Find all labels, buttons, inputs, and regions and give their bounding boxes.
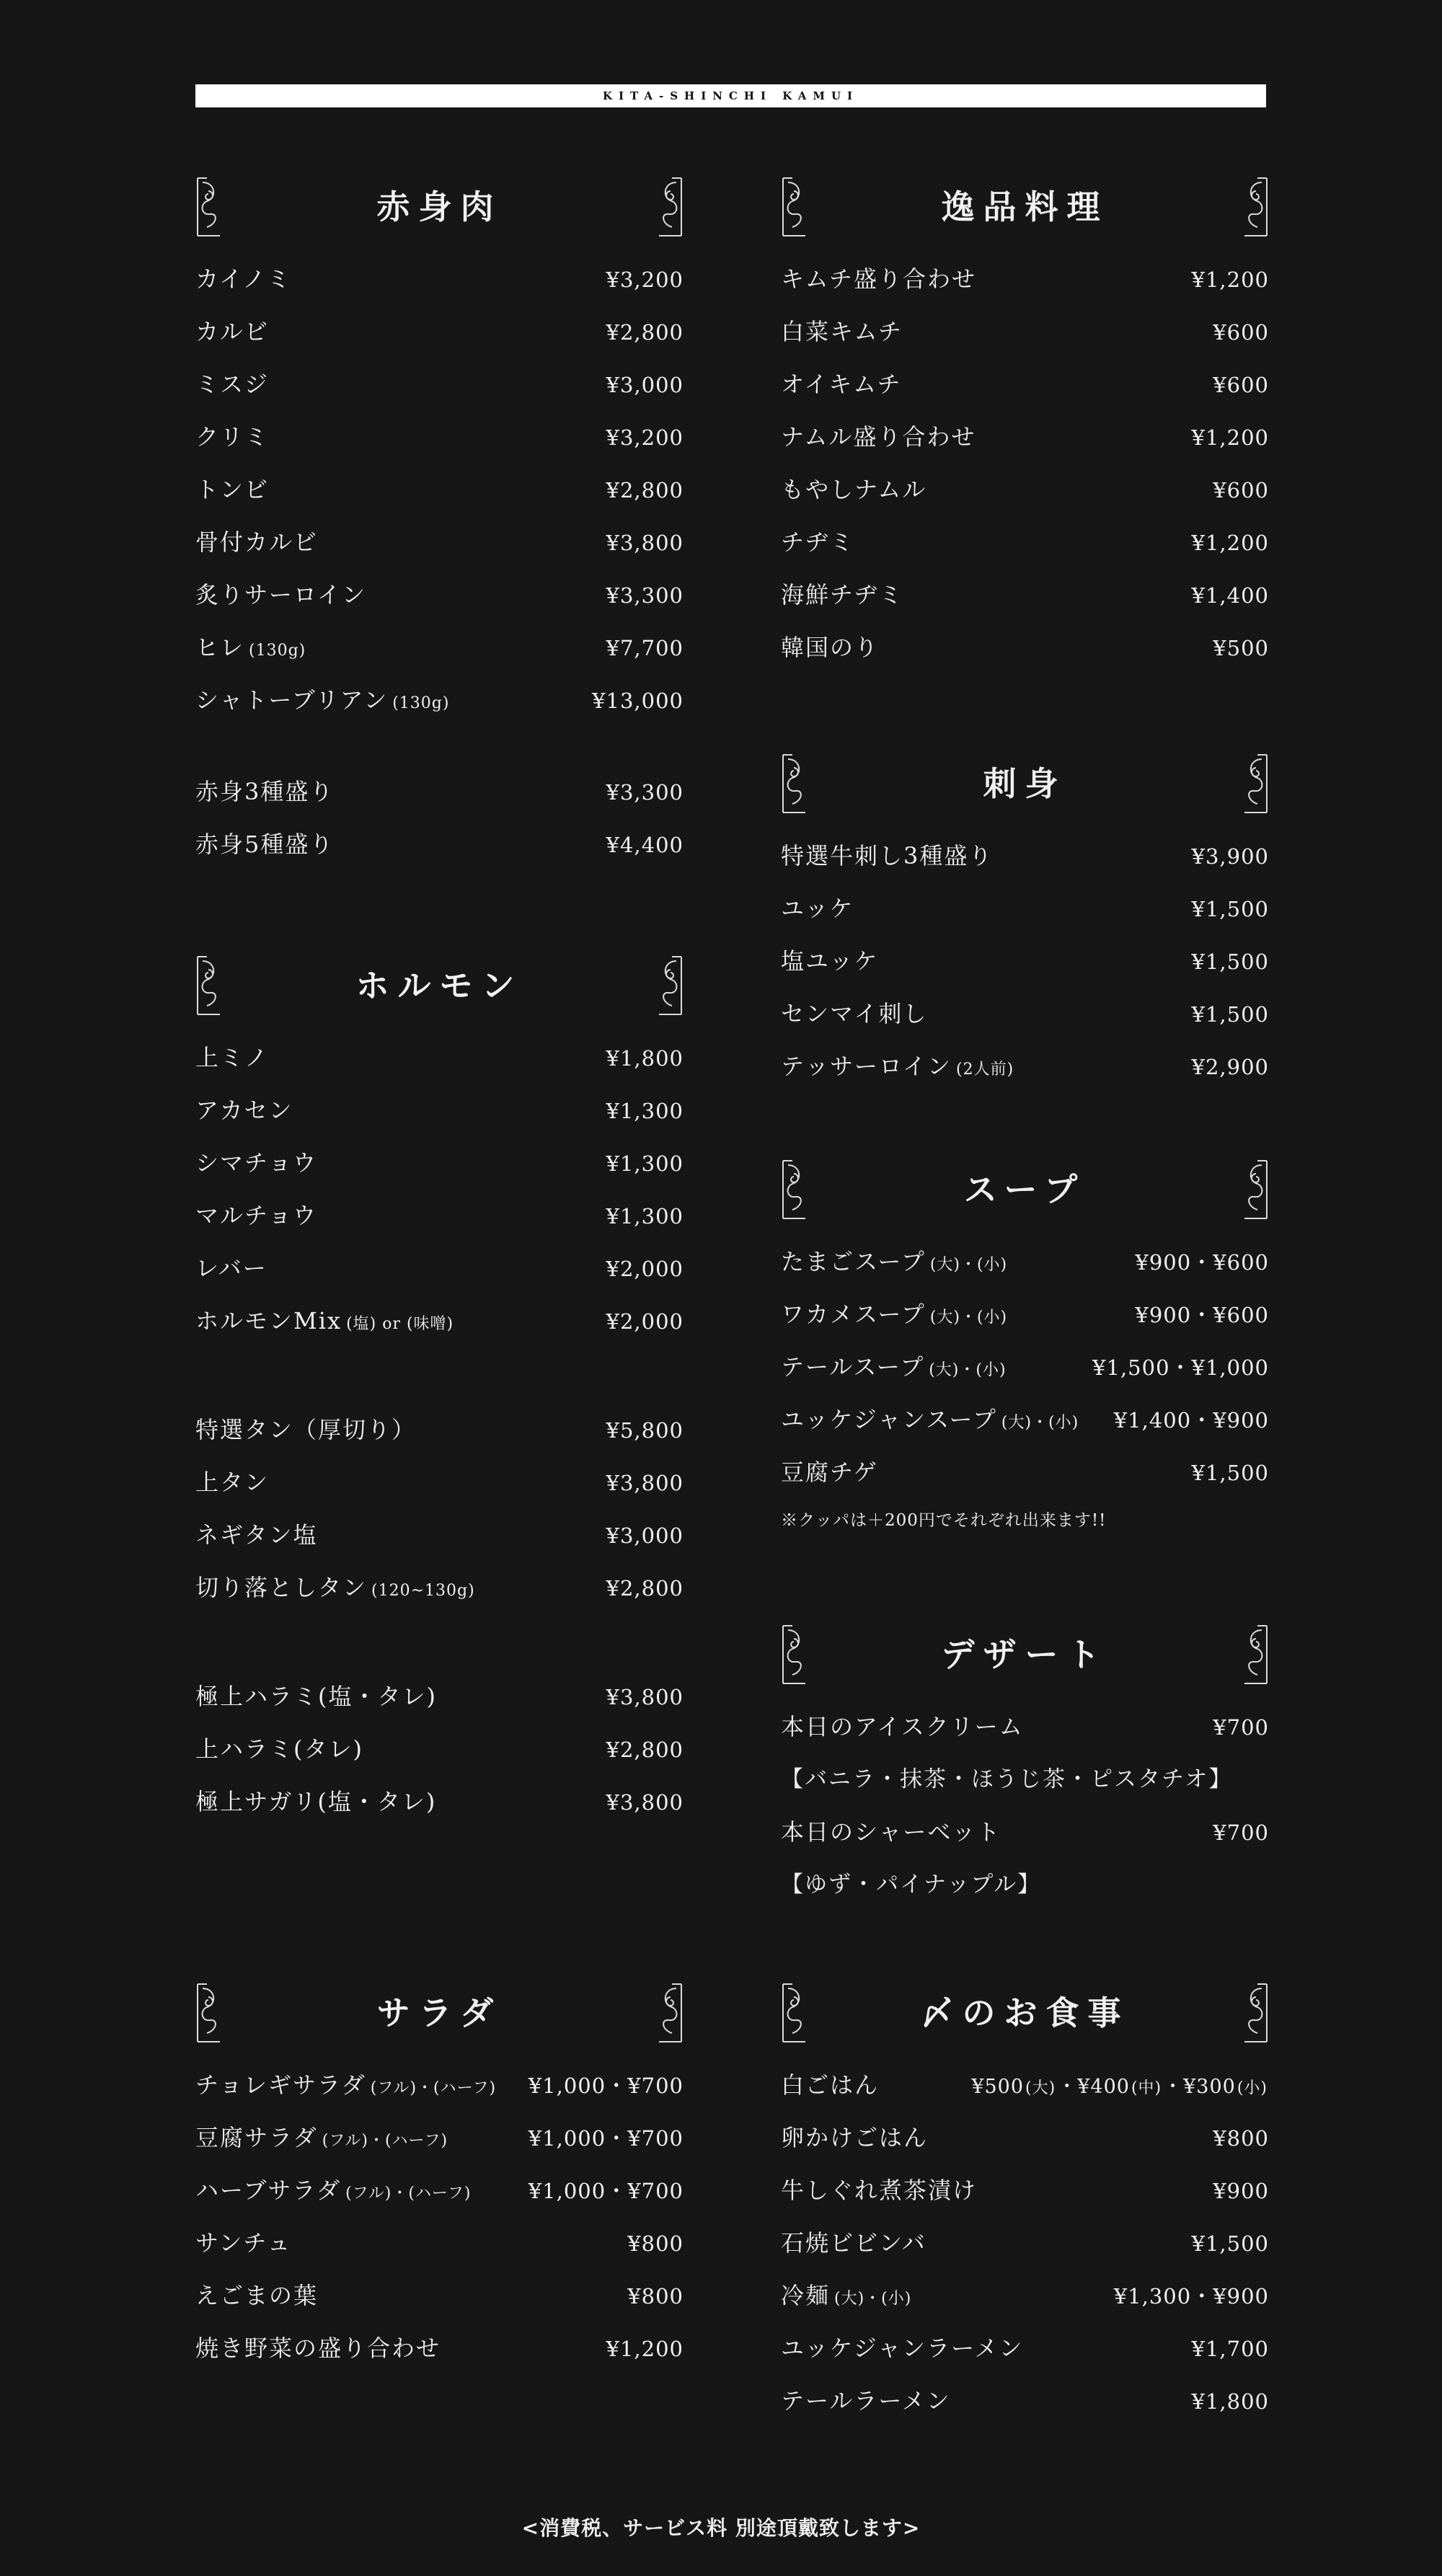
menu-item bbox=[781, 1394, 1269, 1446]
item-name: 焼き野菜の盛り合わせ bbox=[195, 2334, 441, 2362]
item-price: ¥1,300 bbox=[606, 1099, 684, 1123]
item-name: 白菜キムチ bbox=[781, 318, 903, 345]
menu-list bbox=[781, 830, 1269, 1093]
menu-item bbox=[195, 1562, 684, 1614]
item-name: チョレギサラダ bbox=[195, 2071, 366, 2099]
ornament-icon bbox=[1243, 1624, 1269, 1685]
item-name: 本日のシャーベット bbox=[781, 1818, 1001, 1846]
menu-item bbox=[195, 1242, 684, 1295]
item-price: ¥1,500・¥1,000 bbox=[1092, 1355, 1269, 1380]
item-name: カイノミ bbox=[195, 265, 292, 293]
menu-item bbox=[195, 464, 684, 516]
item-name: シャトーブリアン bbox=[195, 686, 389, 714]
item-note: (130g) bbox=[392, 694, 450, 712]
menu-item bbox=[195, 2112, 684, 2164]
menu-item bbox=[195, 411, 684, 464]
flavor-list: 【バニラ・抹茶・ほうじ茶・ピスタチオ】 bbox=[781, 1766, 1233, 1792]
item-price: ¥3,000 bbox=[606, 373, 684, 397]
flavor-list: 【ゆず・パイナップル】 bbox=[781, 1872, 1042, 1898]
item-name: 切り落としタン bbox=[195, 1574, 368, 1601]
item-price: ¥3,000 bbox=[606, 1523, 684, 1548]
item-price: ¥1,500 bbox=[1191, 2231, 1269, 2256]
item-name: 赤身5種盛り bbox=[195, 831, 335, 858]
section-header bbox=[781, 1624, 1269, 1685]
item-name: カルビ bbox=[195, 318, 270, 345]
menu-item bbox=[781, 253, 1269, 306]
menu-item bbox=[195, 766, 684, 818]
item-name: ミスジ bbox=[195, 371, 270, 398]
section-title: 〆のお食事 bbox=[920, 1993, 1130, 2032]
item-price: ¥3,900 bbox=[1191, 844, 1269, 869]
section-title: スープ bbox=[963, 1170, 1087, 1209]
item-name: 上ハラミ(タレ) bbox=[195, 1735, 363, 1763]
menu-item bbox=[781, 516, 1269, 569]
item-name: ユッケ bbox=[781, 895, 854, 922]
menu-list bbox=[195, 766, 684, 871]
item-price: ¥1,500 bbox=[1191, 950, 1269, 974]
item-name: 上ミノ bbox=[195, 1044, 270, 1071]
menu-item bbox=[195, 2059, 684, 2112]
price-sep: ・ bbox=[1163, 2076, 1184, 2098]
item-name: 極上ハラミ(塩・タレ) bbox=[195, 1683, 437, 1710]
item-name: チヂミ bbox=[781, 528, 855, 556]
menu-list bbox=[195, 253, 684, 727]
item-price: ¥3,200 bbox=[606, 267, 684, 292]
menu-item bbox=[781, 1288, 1269, 1341]
ornament-icon bbox=[1243, 177, 1269, 237]
menu-item bbox=[781, 569, 1269, 621]
item-price: ¥800 bbox=[1213, 2126, 1269, 2151]
item-name: えごまの葉 bbox=[195, 2282, 319, 2309]
item-name: テールラーメン bbox=[781, 2387, 951, 2415]
menu-item bbox=[195, 2322, 684, 2375]
ornament-icon bbox=[658, 1983, 684, 2043]
item-price: ¥2,800 bbox=[606, 1576, 684, 1601]
menu-item bbox=[195, 2164, 684, 2217]
item-price: ¥700 bbox=[1213, 1820, 1269, 1845]
item-note: (大)・(小) bbox=[929, 1361, 1007, 1379]
section-dessert bbox=[781, 1624, 1269, 1911]
item-price: ¥3,300 bbox=[606, 780, 684, 805]
item-note: (大)・(小) bbox=[1001, 1414, 1079, 1432]
item-name: 特選牛刺し3種盛り bbox=[781, 842, 994, 869]
item-price: ¥1,000・¥700 bbox=[528, 2073, 684, 2098]
section-title: 刺身 bbox=[983, 764, 1067, 803]
menu-item bbox=[195, 569, 684, 621]
menu-item bbox=[195, 674, 684, 727]
item-price: ¥1,800 bbox=[606, 1046, 684, 1071]
item-price: ¥500 bbox=[1213, 636, 1269, 660]
menu-list bbox=[195, 1032, 684, 1347]
section-header bbox=[781, 1159, 1269, 1220]
item-price: ¥1,500 bbox=[1191, 897, 1269, 921]
menu-item bbox=[781, 2164, 1269, 2217]
menu-item bbox=[195, 621, 684, 674]
menu-item bbox=[781, 2059, 1269, 2112]
item-name: クリミ bbox=[195, 423, 270, 451]
item-price: ¥800 bbox=[627, 2284, 684, 2309]
menu-item bbox=[195, 818, 684, 871]
item-name: ユッケジャンラーメン bbox=[781, 2334, 1024, 2362]
menu-item bbox=[781, 411, 1269, 464]
item-price: ¥2,800 bbox=[606, 1738, 684, 1762]
item-price: ¥2,800 bbox=[606, 478, 684, 503]
price-large: ¥500 bbox=[971, 2076, 1025, 2098]
section-header bbox=[195, 1983, 684, 2043]
menu-item bbox=[195, 1670, 684, 1723]
item-name: センマイ刺し bbox=[781, 1000, 928, 1027]
ornament-icon bbox=[1243, 753, 1269, 814]
section-shime bbox=[781, 1983, 1269, 2427]
item-name: テールスープ bbox=[781, 1353, 925, 1381]
menu-list bbox=[781, 2112, 1269, 2427]
brand-banner: KITA-SHINCHI KAMUI bbox=[195, 84, 1266, 107]
item-name: 特選タン（厚切り） bbox=[195, 1416, 417, 1443]
item-name: キムチ盛り合わせ bbox=[781, 265, 977, 293]
section-title: デザート bbox=[941, 1635, 1109, 1674]
menu-item bbox=[781, 830, 1269, 882]
item-name: 冷麺 bbox=[781, 2282, 831, 2309]
menu-list bbox=[781, 253, 1269, 674]
item-price: ¥1,200 bbox=[606, 2337, 684, 2361]
item-name: 上タン bbox=[195, 1469, 270, 1496]
item-name: ワカメスープ bbox=[781, 1301, 926, 1328]
item-name: ヒレ bbox=[195, 634, 245, 661]
item-price: ¥5,800 bbox=[606, 1418, 684, 1443]
menu-item bbox=[195, 516, 684, 569]
item-name: 本日のアイスクリーム bbox=[781, 1713, 1024, 1740]
item-name: 海鮮チヂミ bbox=[781, 581, 904, 608]
item-price: ¥600 bbox=[1213, 478, 1269, 503]
item-note: (2人前) bbox=[956, 1061, 1014, 1079]
menu-item bbox=[781, 2270, 1269, 2322]
menu-item bbox=[781, 2217, 1269, 2270]
item-price: ¥900 bbox=[1213, 2179, 1269, 2203]
item-note: (塩) or (味噌) bbox=[346, 1315, 454, 1333]
menu-item bbox=[195, 1723, 684, 1776]
menu-item bbox=[195, 1032, 684, 1084]
menu-item bbox=[781, 935, 1269, 988]
item-price: ¥1,500 bbox=[1191, 1002, 1269, 1027]
item-price: ¥1,300 bbox=[606, 1204, 684, 1229]
menu-item bbox=[195, 1776, 684, 1828]
item-note: (フル)・(ハーフ) bbox=[370, 2079, 497, 2097]
menu-list bbox=[195, 1670, 684, 1828]
item-price: ¥1,700 bbox=[1191, 2337, 1269, 2361]
kuppa-note: ※クッパは＋200円でそれぞれ出来ます!! bbox=[781, 1511, 1107, 1530]
section-header bbox=[195, 955, 684, 1016]
item-price: ¥2,000 bbox=[606, 1309, 684, 1334]
menu-item bbox=[195, 1404, 684, 1456]
menu-item bbox=[195, 1190, 684, 1242]
item-price: ¥1,000・¥700 bbox=[528, 2179, 684, 2203]
item-name: ネギタン塩 bbox=[195, 1521, 318, 1549]
item-note: (フル)・(ハーフ) bbox=[322, 2132, 448, 2150]
section-title: ホルモン bbox=[355, 966, 523, 1005]
menu-item bbox=[781, 1806, 1269, 1859]
menu-item bbox=[195, 1456, 684, 1509]
menu-item bbox=[781, 621, 1269, 674]
size-small: (小) bbox=[1237, 2079, 1268, 2097]
menu-item bbox=[781, 1236, 1269, 1288]
section-soup bbox=[781, 1159, 1269, 1542]
item-note: (大)・(小) bbox=[929, 1256, 1008, 1274]
item-price: ¥4,400 bbox=[606, 833, 684, 857]
item-price: ¥1,400 bbox=[1191, 583, 1269, 608]
item-name: 白ごはん bbox=[781, 2071, 880, 2099]
item-price: ¥3,200 bbox=[606, 425, 684, 450]
item-name: 牛しぐれ煮茶漬け bbox=[781, 2177, 978, 2204]
ornament-icon bbox=[1243, 1159, 1269, 1220]
item-price: ¥800 bbox=[627, 2231, 684, 2256]
item-name: 赤身3種盛り bbox=[195, 778, 335, 805]
menu-list bbox=[781, 1236, 1269, 1499]
item-price: ¥600 bbox=[1213, 320, 1269, 345]
item-name: テッサーロイン bbox=[781, 1053, 952, 1080]
item-name: 石焼ビビンバ bbox=[781, 2229, 926, 2257]
item-name: ホルモンMix bbox=[195, 1307, 342, 1335]
tax-notice: <消費税、サービス料 別途頂戴致します> bbox=[521, 2516, 921, 2540]
menu-item bbox=[781, 2322, 1269, 2375]
item-note: (フル)・(ハーフ) bbox=[345, 2185, 472, 2203]
item-price: ¥1,400・¥900 bbox=[1113, 1408, 1269, 1433]
item-name: サンチュ bbox=[195, 2229, 292, 2257]
item-name: シマチョウ bbox=[195, 1149, 318, 1177]
menu-item bbox=[195, 1295, 684, 1347]
item-name: 炙りサーロイン bbox=[195, 581, 367, 608]
item-price: ¥700 bbox=[1213, 1715, 1269, 1740]
item-name: レバー bbox=[195, 1254, 267, 1282]
ornament-icon bbox=[658, 955, 684, 1016]
price-sep: ・ bbox=[1057, 2076, 1078, 2098]
menu-item bbox=[781, 2112, 1269, 2164]
ornament-icon bbox=[658, 177, 684, 237]
item-price: ¥3,800 bbox=[606, 531, 684, 555]
item-name: もやしナムル bbox=[781, 476, 927, 503]
section-header bbox=[781, 753, 1269, 814]
item-note: (大)・(小) bbox=[834, 2290, 912, 2308]
item-price: ¥1,200 bbox=[1191, 425, 1269, 450]
item-price: ¥2,800 bbox=[606, 320, 684, 345]
menu-list bbox=[195, 2059, 684, 2375]
menu-item bbox=[781, 358, 1269, 411]
menu-item bbox=[195, 2217, 684, 2270]
item-price: ¥3,800 bbox=[606, 1790, 684, 1815]
menu-item bbox=[195, 306, 684, 358]
menu-item bbox=[195, 2270, 684, 2322]
section-title: 赤身肉 bbox=[376, 187, 503, 226]
item-note: (120~130g) bbox=[371, 1582, 475, 1600]
item-price: ¥3,800 bbox=[606, 1685, 684, 1709]
item-price: ¥1,300 bbox=[606, 1151, 684, 1176]
menu-item bbox=[781, 464, 1269, 516]
menu-item bbox=[781, 1701, 1269, 1753]
menu-item bbox=[195, 1084, 684, 1137]
item-note: (大)・(小) bbox=[929, 1309, 1008, 1327]
item-price: ¥3,300 bbox=[606, 583, 684, 608]
item-price: ¥7,700 bbox=[606, 636, 684, 660]
section-sashimi bbox=[781, 753, 1269, 1093]
menu-item bbox=[781, 1446, 1269, 1499]
menu-item bbox=[781, 2375, 1269, 2427]
section-header bbox=[781, 1983, 1269, 2043]
item-name: 骨付カルビ bbox=[195, 528, 319, 556]
menu-list bbox=[195, 1404, 684, 1614]
item-name: 卵かけごはん bbox=[781, 2124, 929, 2151]
item-price: ¥1,800 bbox=[1191, 2389, 1269, 2414]
section-title: 逸品料理 bbox=[941, 187, 1109, 226]
menu-item bbox=[195, 1509, 684, 1562]
menu-item bbox=[781, 1341, 1269, 1394]
price-small: ¥300 bbox=[1183, 2076, 1236, 2098]
section-header bbox=[781, 177, 1269, 237]
item-name: 豆腐チゲ bbox=[781, 1459, 878, 1486]
menu-item bbox=[195, 1137, 684, 1190]
size-medium: (中) bbox=[1131, 2079, 1162, 2097]
item-name: オイキムチ bbox=[781, 371, 902, 398]
section-header bbox=[195, 177, 684, 237]
size-large: (大) bbox=[1025, 2079, 1056, 2097]
item-price: ¥3,800 bbox=[606, 1471, 684, 1495]
ornament-icon bbox=[1243, 1983, 1269, 2043]
item-price: ¥600 bbox=[1213, 373, 1269, 397]
item-price: ¥1,200 bbox=[1191, 531, 1269, 555]
item-name: 極上サガリ(塩・タレ) bbox=[195, 1788, 437, 1815]
item-name: ユッケジャンスープ bbox=[781, 1406, 997, 1433]
section-horumon bbox=[195, 955, 684, 1828]
item-price: ¥2,900 bbox=[1191, 1055, 1269, 1079]
item-name: マルチョウ bbox=[195, 1202, 318, 1229]
item-name: たまごスープ bbox=[781, 1248, 926, 1275]
menu-item bbox=[195, 358, 684, 411]
menu-item bbox=[781, 1040, 1269, 1093]
item-name: 塩ユッケ bbox=[781, 947, 879, 975]
item-price: ¥1,500 bbox=[1191, 1461, 1269, 1485]
item-price: ¥1,200 bbox=[1191, 267, 1269, 292]
section-akami bbox=[195, 177, 684, 871]
item-name: アカセン bbox=[195, 1097, 293, 1124]
section-title: サラダ bbox=[376, 1993, 503, 2032]
section-salad bbox=[195, 1983, 684, 2375]
menu-item bbox=[781, 306, 1269, 358]
item-note: (130g) bbox=[249, 642, 306, 660]
item-name: 豆腐サラダ bbox=[195, 2124, 318, 2151]
item-name: ハーブサラダ bbox=[195, 2177, 342, 2204]
item-name: トンビ bbox=[195, 476, 270, 503]
item-name: 韓国のり bbox=[781, 634, 880, 661]
section-ippin bbox=[781, 177, 1269, 674]
item-price-group bbox=[971, 2061, 1269, 2115]
item-price: ¥1,000・¥700 bbox=[528, 2126, 684, 2151]
menu-item bbox=[781, 988, 1269, 1040]
price-medium: ¥400 bbox=[1077, 2076, 1130, 2098]
item-price: ¥1,300・¥900 bbox=[1113, 2284, 1269, 2309]
item-price: ¥13,000 bbox=[592, 689, 684, 713]
menu-item bbox=[781, 882, 1269, 935]
item-name: ナムル盛り合わせ bbox=[781, 423, 976, 451]
item-price: ¥900・¥600 bbox=[1135, 1250, 1269, 1275]
menu-item bbox=[195, 253, 684, 306]
item-price: ¥900・¥600 bbox=[1135, 1303, 1269, 1327]
item-price: ¥2,000 bbox=[606, 1257, 684, 1281]
